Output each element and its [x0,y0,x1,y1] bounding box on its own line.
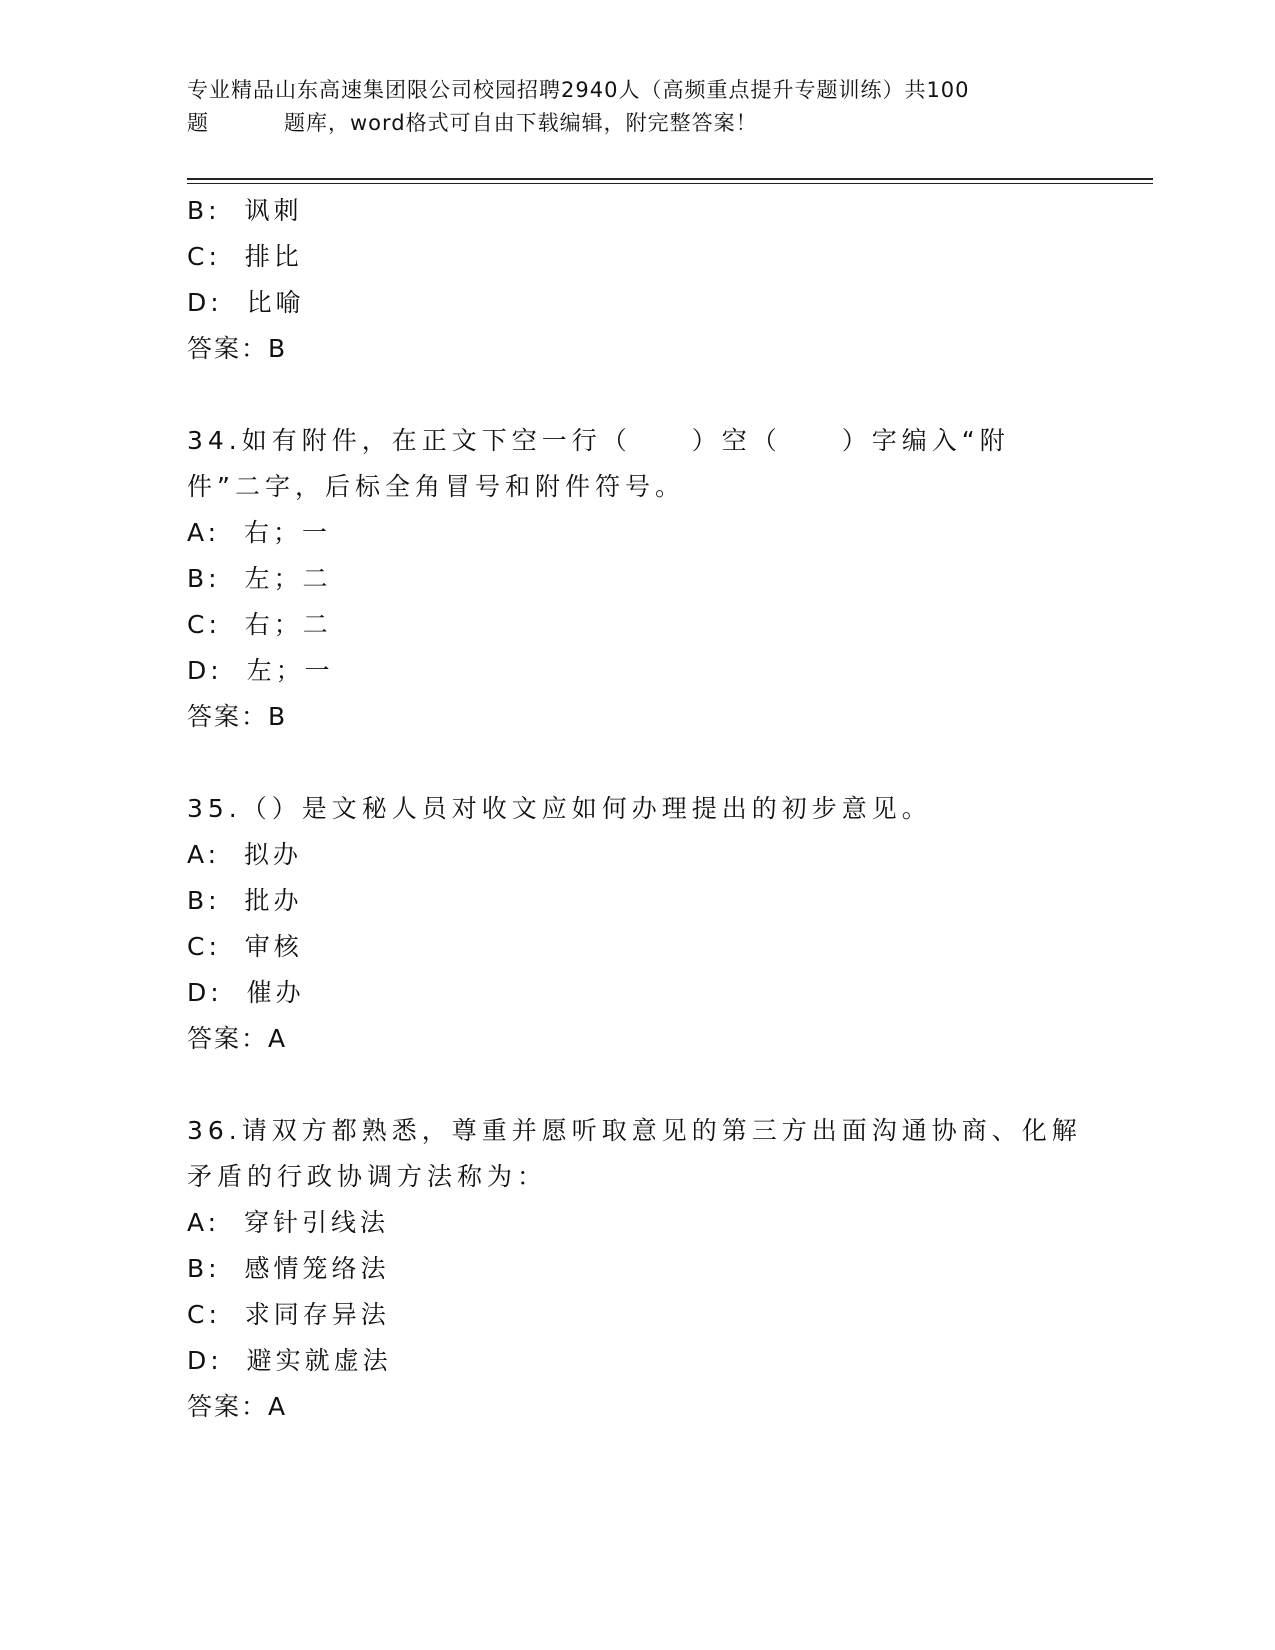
question-36 [187,1108,1087,1430]
option-c: C: 排比 [187,242,303,271]
answer-line: 答案：B [187,702,288,731]
question-33-continued [187,188,1087,372]
option-b: B: 批办 [187,886,303,915]
header-line2-right: 题库，word格式可自由下载编辑，附完整答案！ [284,111,758,135]
header-divider-thin [187,183,1153,184]
header-title-line2 [187,107,1077,140]
option-d: D: 催办 [187,978,305,1007]
option-a: A: 穿针引线法 [187,1208,389,1237]
document-header [187,74,1077,140]
question-35 [187,786,1087,1062]
option-c: C: 求同存异法 [187,1300,390,1329]
question-stem: 35.（）是文秘人员对收文应如何办理提出的初步意见。 [187,794,932,823]
option-c: C: 右；二 [187,610,332,639]
answer-line: 答案：A [187,1024,288,1053]
option-d: D: 左；一 [187,656,334,685]
option-b: B: 左；二 [187,564,332,593]
question-stem: 34.如有附件，在正文下空一行（ ）空（ ）字编入“附件”二字，后标全角冒号和附件符号。 [187,426,1010,501]
question-34 [187,418,1087,740]
question-list [187,188,1087,1430]
answer-line: 答案：B [187,334,288,363]
option-a: A: 拟办 [187,840,302,869]
option-d: D: 避实就虚法 [187,1346,392,1375]
option-b: B: 感情笼络法 [187,1254,390,1283]
option-a: A: 右；一 [187,518,331,547]
question-stem: 36.请双方都熟悉，尊重并愿听取意见的第三方出面沟通协商、化解矛盾的行政协调方法称为： [187,1116,1082,1191]
answer-line: 答案：A [187,1392,288,1421]
header-line2-left: 题 [187,111,209,135]
header-title-line1: 专业精品山东高速集团限公司校园招聘2940人（高频重点提升专题训练）共100 [187,78,970,102]
option-c: C: 审核 [187,932,303,961]
header-divider-thick [187,178,1153,180]
option-b: B: 讽刺 [187,196,303,225]
option-d: D: 比喻 [187,288,305,317]
